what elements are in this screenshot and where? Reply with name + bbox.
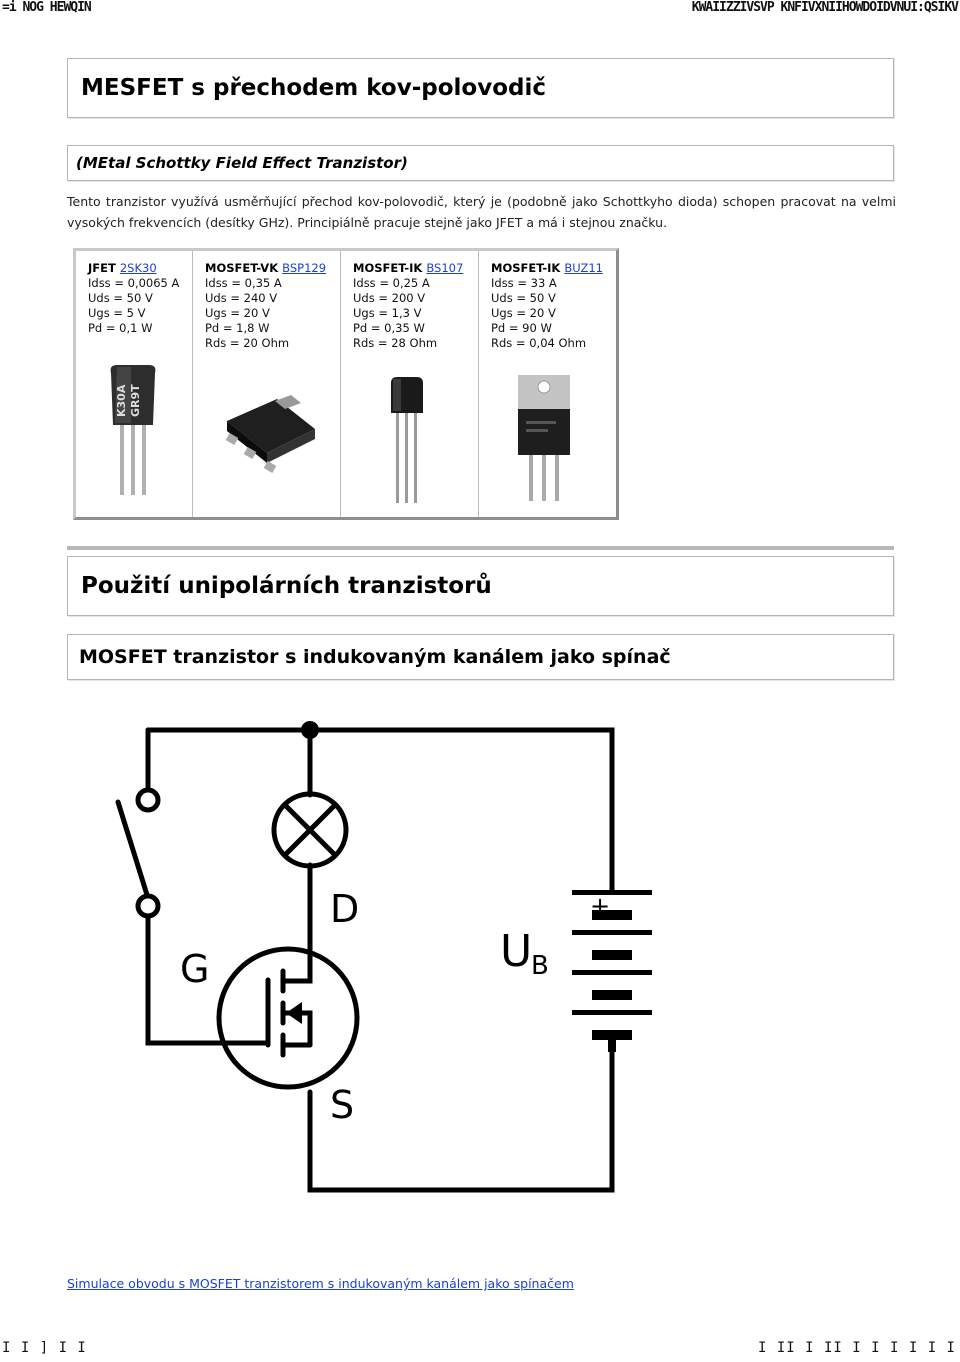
- footer-right-text: I II I II I I I I I I: [757, 1340, 956, 1356]
- switch-lever: [118, 802, 148, 898]
- component-heading: [205, 261, 340, 276]
- section-subtitle-mesfet: (MEtal Schottky Field Effect Tranzistor): [67, 145, 894, 181]
- mosfet-switch-circuit: [0, 700, 960, 1260]
- spec-line: Rds = 0,04 Ohm: [491, 336, 587, 350]
- section-divider: [67, 546, 894, 550]
- spec-line: Idss = 0,35 A: [205, 276, 282, 290]
- mosfet-circle: [219, 949, 357, 1087]
- source-label: S: [330, 1083, 355, 1127]
- junction-dot: [301, 721, 319, 739]
- spec-line: Idss = 33 A: [491, 276, 557, 290]
- spec-line: Uds = 200 V: [353, 291, 426, 305]
- plus-label: +: [590, 892, 611, 920]
- switch-contact-top: [138, 790, 158, 810]
- switch-contact-bottom: [138, 896, 158, 916]
- spec-line: Idss = 0,25 A: [353, 276, 430, 290]
- mosfet-arrow: [286, 1002, 302, 1024]
- component-part-link[interactable]: 2SK30: [119, 261, 157, 275]
- spec-line: Pd = 1,8 W: [205, 321, 270, 335]
- header-left-text: =i NOG HEWQIN: [2, 0, 91, 15]
- supply-subscript: B: [531, 951, 549, 981]
- spec-line: Pd = 90 W: [491, 321, 552, 335]
- spec-line: Ugs = 20 V: [205, 306, 270, 320]
- component-cell-buz11: [479, 251, 616, 517]
- component-heading: [353, 261, 478, 276]
- battery-symbol: [572, 890, 652, 1040]
- footer-left-text: I I ] I I: [2, 1340, 87, 1356]
- to220-transistor-icon: [514, 373, 574, 503]
- spec-line: Pd = 0,1 W: [88, 321, 153, 335]
- component-type: JFET: [88, 261, 116, 275]
- to92-transistor-icon: [101, 361, 161, 496]
- gate-label: G: [180, 947, 210, 991]
- section-title-mesfet: MESFET s přechodem kov-polovodič: [67, 58, 894, 118]
- component-type: MOSFET-IK: [353, 261, 423, 275]
- supply-label: U: [500, 926, 533, 977]
- component-type: MOSFET-IK: [491, 261, 561, 275]
- spec-line: Uds = 50 V: [491, 291, 556, 305]
- spec-line: Idss = 0,0065 A: [88, 276, 180, 290]
- spec-line: Uds = 50 V: [88, 291, 153, 305]
- spec-line: Rds = 20 Ohm: [205, 336, 290, 350]
- spec-line: Ugs = 1,3 V: [353, 306, 422, 320]
- marking-line-1: K30A: [115, 384, 128, 417]
- component-cell-jfet: [76, 251, 193, 517]
- spec-line: Rds = 28 Ohm: [353, 336, 438, 350]
- drain-label: D: [330, 887, 360, 931]
- component-heading: [491, 261, 616, 276]
- wire-top: [148, 730, 612, 890]
- spec-line: Ugs = 20 V: [491, 306, 556, 320]
- simulation-link[interactable]: Simulace obvodu s MOSFET tranzistorem s indukovaným kanálem jako spínačem: [67, 1276, 574, 1291]
- intro-paragraph: Tento tranzistor využívá usměrňující přechod kov-polovodič, který je (podobně jako Schottkyho dioda) schopen pracovat na velmi vysokých frekvencích (desítky GHz). Principiálně pracuje stejně jako JFET a má i stejnou značku.: [67, 194, 896, 230]
- component-heading: [88, 261, 192, 276]
- component-type: MOSFET-VK: [205, 261, 279, 275]
- spec-line: Pd = 0,35 W: [353, 321, 425, 335]
- component-part-link[interactable]: BSP129: [282, 261, 327, 275]
- sot223-transistor-icon: [215, 391, 325, 481]
- header-right-text: KWAIIZZIVSVP KNFIVXNIIHOWDOIDVNUI:QSIKV: [691, 0, 958, 15]
- marking-line-2: GR9T: [129, 384, 142, 417]
- section-subtitle-switch: MOSFET tranzistor s indukovaným kanálem jako spínač: [67, 634, 894, 680]
- section-title-usage: Použití unipolárních tranzistorů: [67, 556, 894, 616]
- spec-line: Ugs = 5 V: [88, 306, 146, 320]
- component-cell-bs107: [341, 251, 479, 517]
- component-part-link[interactable]: BS107: [426, 261, 464, 275]
- component-cell-bsp129: [193, 251, 341, 517]
- to92-small-transistor-icon: [383, 375, 433, 505]
- spec-line: Uds = 240 V: [205, 291, 278, 305]
- component-part-link[interactable]: BUZ11: [564, 261, 603, 275]
- components-table: [73, 248, 619, 520]
- wire-bottom: [310, 1050, 612, 1190]
